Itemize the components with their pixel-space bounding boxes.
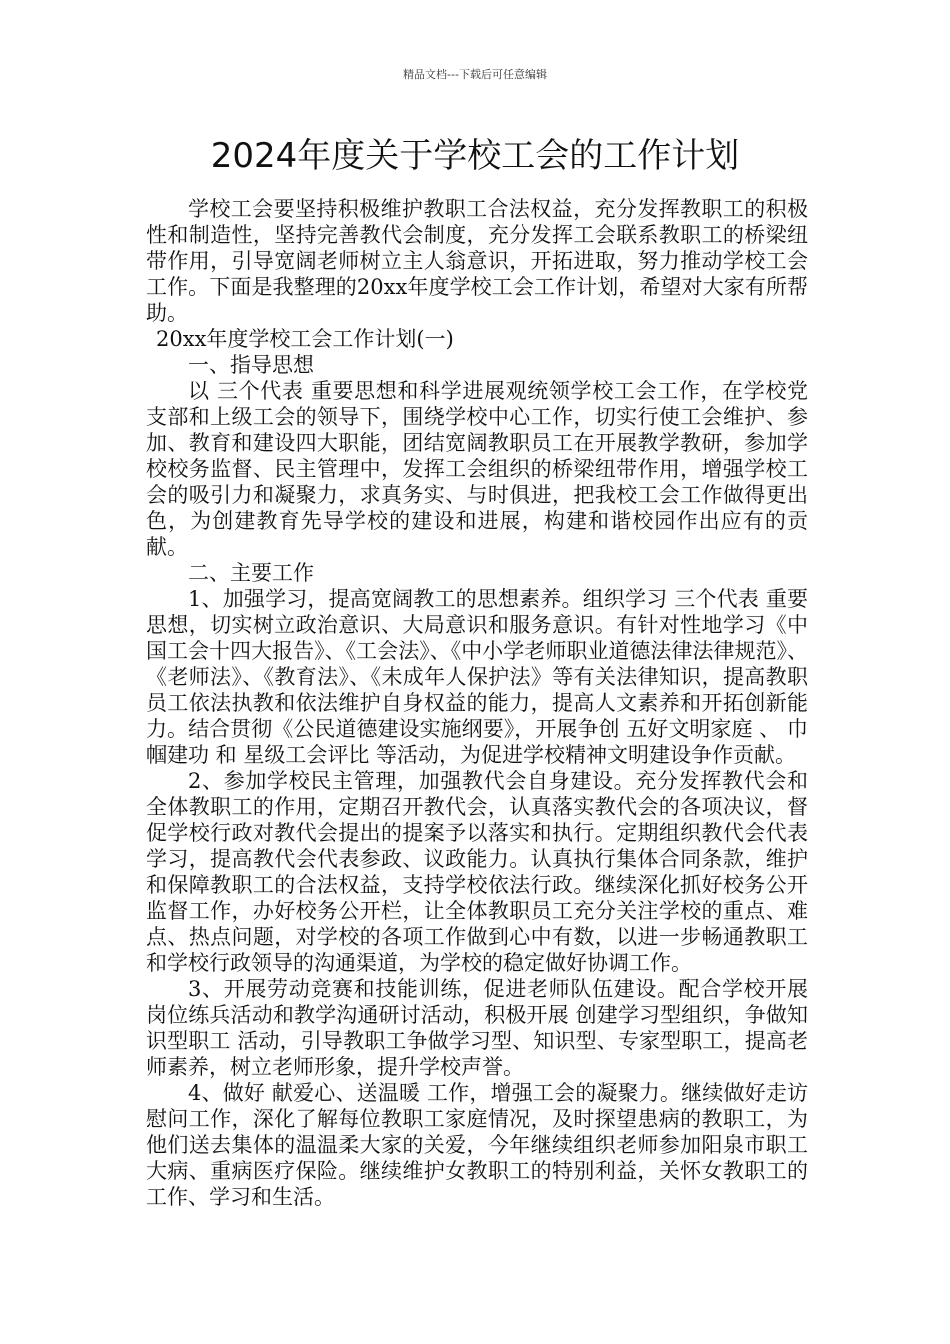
item4-paragraph: 4、做好 献爱心、送温暖 工作，增强工会的凝聚力。继续做好走访慰问工作，深化了解每位教职工家庭情况，及时探望患病的教职工，为他们送去集体的温温柔大家的关爱，今年继续组织老师参加阳泉市职工大病、重病医疗保险。继续维护女教职工的特别利益，关怀女教职工的工作、学习和生活。 bbox=[146, 1081, 808, 1209]
intro-paragraph: 学校工会要坚持积极维护教职工合法权益，充分发挥教职工的积极性和制造性，坚持完善教代会制度，充分发挥工会联系教职工的桥梁纽带作用，引导宽阔老师树立主人翁意识，开拓进取，努力推动学校工会工作。下面是我整理的20xx年度学校工会工作计划，希望对大家有所帮助。 bbox=[146, 197, 808, 325]
document-title: 2024年度关于学校工会的工作计划 bbox=[210, 136, 740, 176]
section2-heading: 二、主要工作 bbox=[188, 561, 314, 585]
item2-paragraph: 2、参加学校民主管理，加强教代会自身建设。充分发挥教代会和全体教职工的作用，定期召开教代会，认真落实教代会的各项决议，督促学校行政对教代会提出的提案予以落实和执行。定期组织教代会代表学习，提高教代会代表参政、议政能力。认真执行集体合同条款，维护和保障教职工的合法权益，支持学校依法行政。继续深化抓好校务公开监督工作，办好校务公开栏，让全体教职员工充分关注学校的重点、难点、热点问题，对学校的各项工作做到心中有数，以进一步畅通教职工和学校行政领导的沟通渠道，为学校的稳定做好协调工作。 bbox=[146, 769, 808, 975]
plan-heading: 20xx年度学校工会工作计划(一) bbox=[156, 327, 454, 351]
item3-paragraph: 3、开展劳动竞赛和技能训练，促进老师队伍建设。配合学校开展岗位练兵活动和教学沟通研讨活动，积极开展 创建学习型组织，争做知识型职工 活动，引导教职工争做学习型、知识型、专家型职工，提高老师素养，树立老师形象，提升学校声誉。 bbox=[146, 977, 808, 1079]
section1-paragraph: 以 三个代表 重要思想和科学进展观统领学校工会工作，在学校党支部和上级工会的领导下，围绕学校中心工作，切实行使工会维护、参加、教育和建设四大职能，团结宽阔教职员工在开展教学教研，参加学校校务监督、民主管理中，发挥工会组织的桥梁纽带作用，增强学校工会的吸引力和凝聚力，求真务实、与时俱进，把我校工会工作做得更出色，为创建教育先导学校的建设和进展，构建和谐校园作出应有的贡献。 bbox=[146, 379, 808, 559]
header-note: 精品文档---下载后可任意编辑 bbox=[403, 68, 547, 81]
section1-heading: 一、指导思想 bbox=[188, 353, 314, 377]
document-body bbox=[146, 196, 808, 1210]
item1-paragraph: 1、加强学习，提高宽阔教工的思想素养。组织学习 三个代表 重要思想，切实树立政治意识、大局意识和服务意识。有针对性地学习《中国工会十四大报告》、《工会法》、《中小学老师职业道德法律法律规范》、《老师法》、《教育法》、《未成年人保护法》等有关法律知识，提高教职员工依法执教和依法维护自身权益的能力，提高人文素养和开拓创新能力。结合贯彻《公民道德建设实施纲要》，开展争创 五好文明家庭 、 巾帼建功 和 星级工会评比 等活动，为促进学校精神文明建设争作贡献。 bbox=[146, 587, 808, 767]
